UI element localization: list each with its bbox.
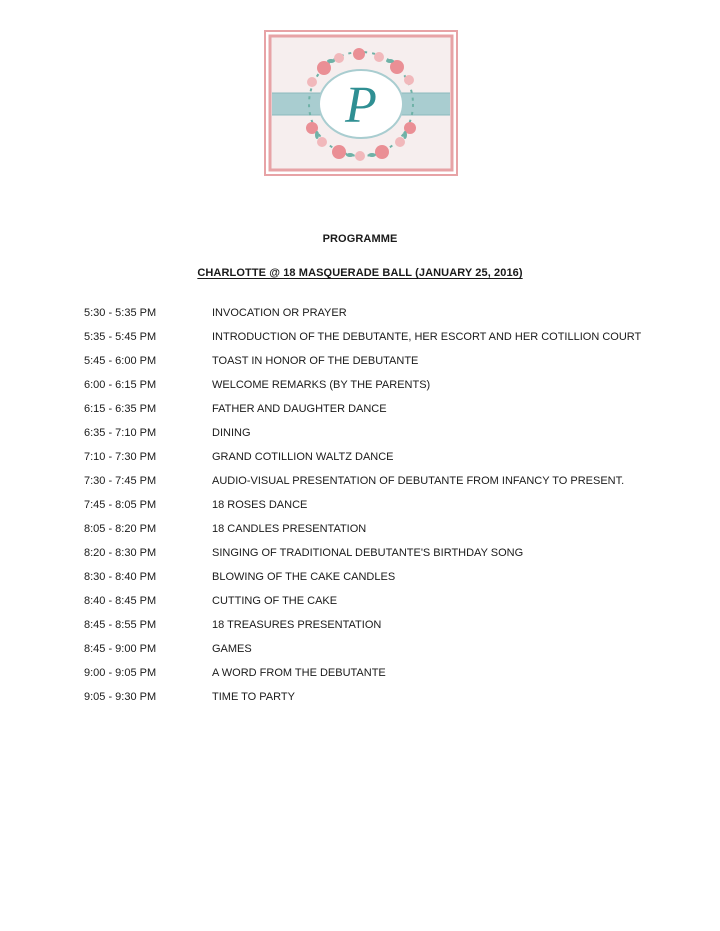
schedule-row (84, 378, 684, 402)
time-slot: 7:45 - 8:05 PM (84, 499, 157, 511)
schedule-row (84, 666, 684, 690)
time-slot: 6:15 - 6:35 PM (84, 403, 157, 415)
schedule-row (84, 594, 684, 618)
time-slot: 8:05 - 8:20 PM (84, 523, 157, 535)
event-title: CHARLOTTE @ 18 MASQUERADE BALL (JANUARY 25, 2016) (197, 267, 523, 279)
activity: INTRODUCTION OF THE DEBUTANTE, HER ESCORT AND HER COTILLION COURT (212, 331, 642, 343)
time-slot: 6:35 - 7:10 PM (84, 427, 157, 439)
activity: BLOWING OF THE CAKE CANDLES (212, 571, 396, 583)
time-slot: 8:40 - 8:45 PM (84, 595, 157, 607)
floral-monogram-logo (264, 30, 458, 176)
activity: SINGING OF TRADITIONAL DEBUTANTE'S BIRTHDAY SONG (212, 547, 524, 559)
time-slot: 8:20 - 8:30 PM (84, 547, 157, 559)
activity: TIME TO PARTY (212, 691, 295, 703)
time-slot: 5:35 - 5:45 PM (84, 331, 157, 343)
programme-heading: PROGRAMME (322, 233, 398, 245)
schedule-row (84, 546, 684, 570)
activity: 18 CANDLES PRESENTATION (212, 523, 367, 535)
activity: DINING (212, 427, 251, 439)
schedule-row (84, 306, 684, 330)
time-slot: 9:05 - 9:30 PM (84, 691, 157, 703)
time-slot: 5:30 - 5:35 PM (84, 307, 157, 319)
activity: FATHER AND DAUGHTER DANCE (212, 403, 387, 415)
schedule-row (84, 426, 684, 450)
activity: TOAST IN HONOR OF THE DEBUTANTE (212, 355, 419, 367)
schedule-row (84, 498, 684, 522)
activity: GRAND COTILLION WALTZ DANCE (212, 451, 394, 463)
schedule-list (84, 306, 684, 714)
activity: AUDIO-VISUAL PRESENTATION OF DEBUTANTE FROM INFANCY TO PRESENT. (212, 475, 625, 487)
monogram-letter: P (345, 77, 377, 134)
time-slot: 6:00 - 6:15 PM (84, 379, 157, 391)
activity: A WORD FROM THE DEBUTANTE (212, 667, 386, 679)
time-slot: 7:10 - 7:30 PM (84, 451, 157, 463)
schedule-row (84, 354, 684, 378)
schedule-row (84, 450, 684, 474)
schedule-row (84, 690, 684, 714)
schedule-row (84, 642, 684, 666)
time-slot: 8:45 - 9:00 PM (84, 643, 157, 655)
schedule-row (84, 474, 684, 498)
activity: CUTTING OF THE CAKE (212, 595, 338, 607)
activity: INVOCATION OR PRAYER (212, 307, 347, 319)
time-slot: 8:45 - 8:55 PM (84, 619, 157, 631)
activity: WELCOME REMARKS (BY THE PARENTS) (212, 379, 431, 391)
activity: 18 ROSES DANCE (212, 499, 308, 511)
schedule-row (84, 618, 684, 642)
schedule-row (84, 522, 684, 546)
schedule-row (84, 402, 684, 426)
time-slot: 8:30 - 8:40 PM (84, 571, 157, 583)
time-slot: 5:45 - 6:00 PM (84, 355, 157, 367)
logo (264, 30, 458, 176)
time-slot: 9:00 - 9:05 PM (84, 667, 157, 679)
time-slot: 7:30 - 7:45 PM (84, 475, 157, 487)
schedule-row (84, 570, 684, 594)
schedule-row (84, 330, 684, 354)
activity: GAMES (212, 643, 252, 655)
activity: 18 TREASURES PRESENTATION (212, 619, 382, 631)
